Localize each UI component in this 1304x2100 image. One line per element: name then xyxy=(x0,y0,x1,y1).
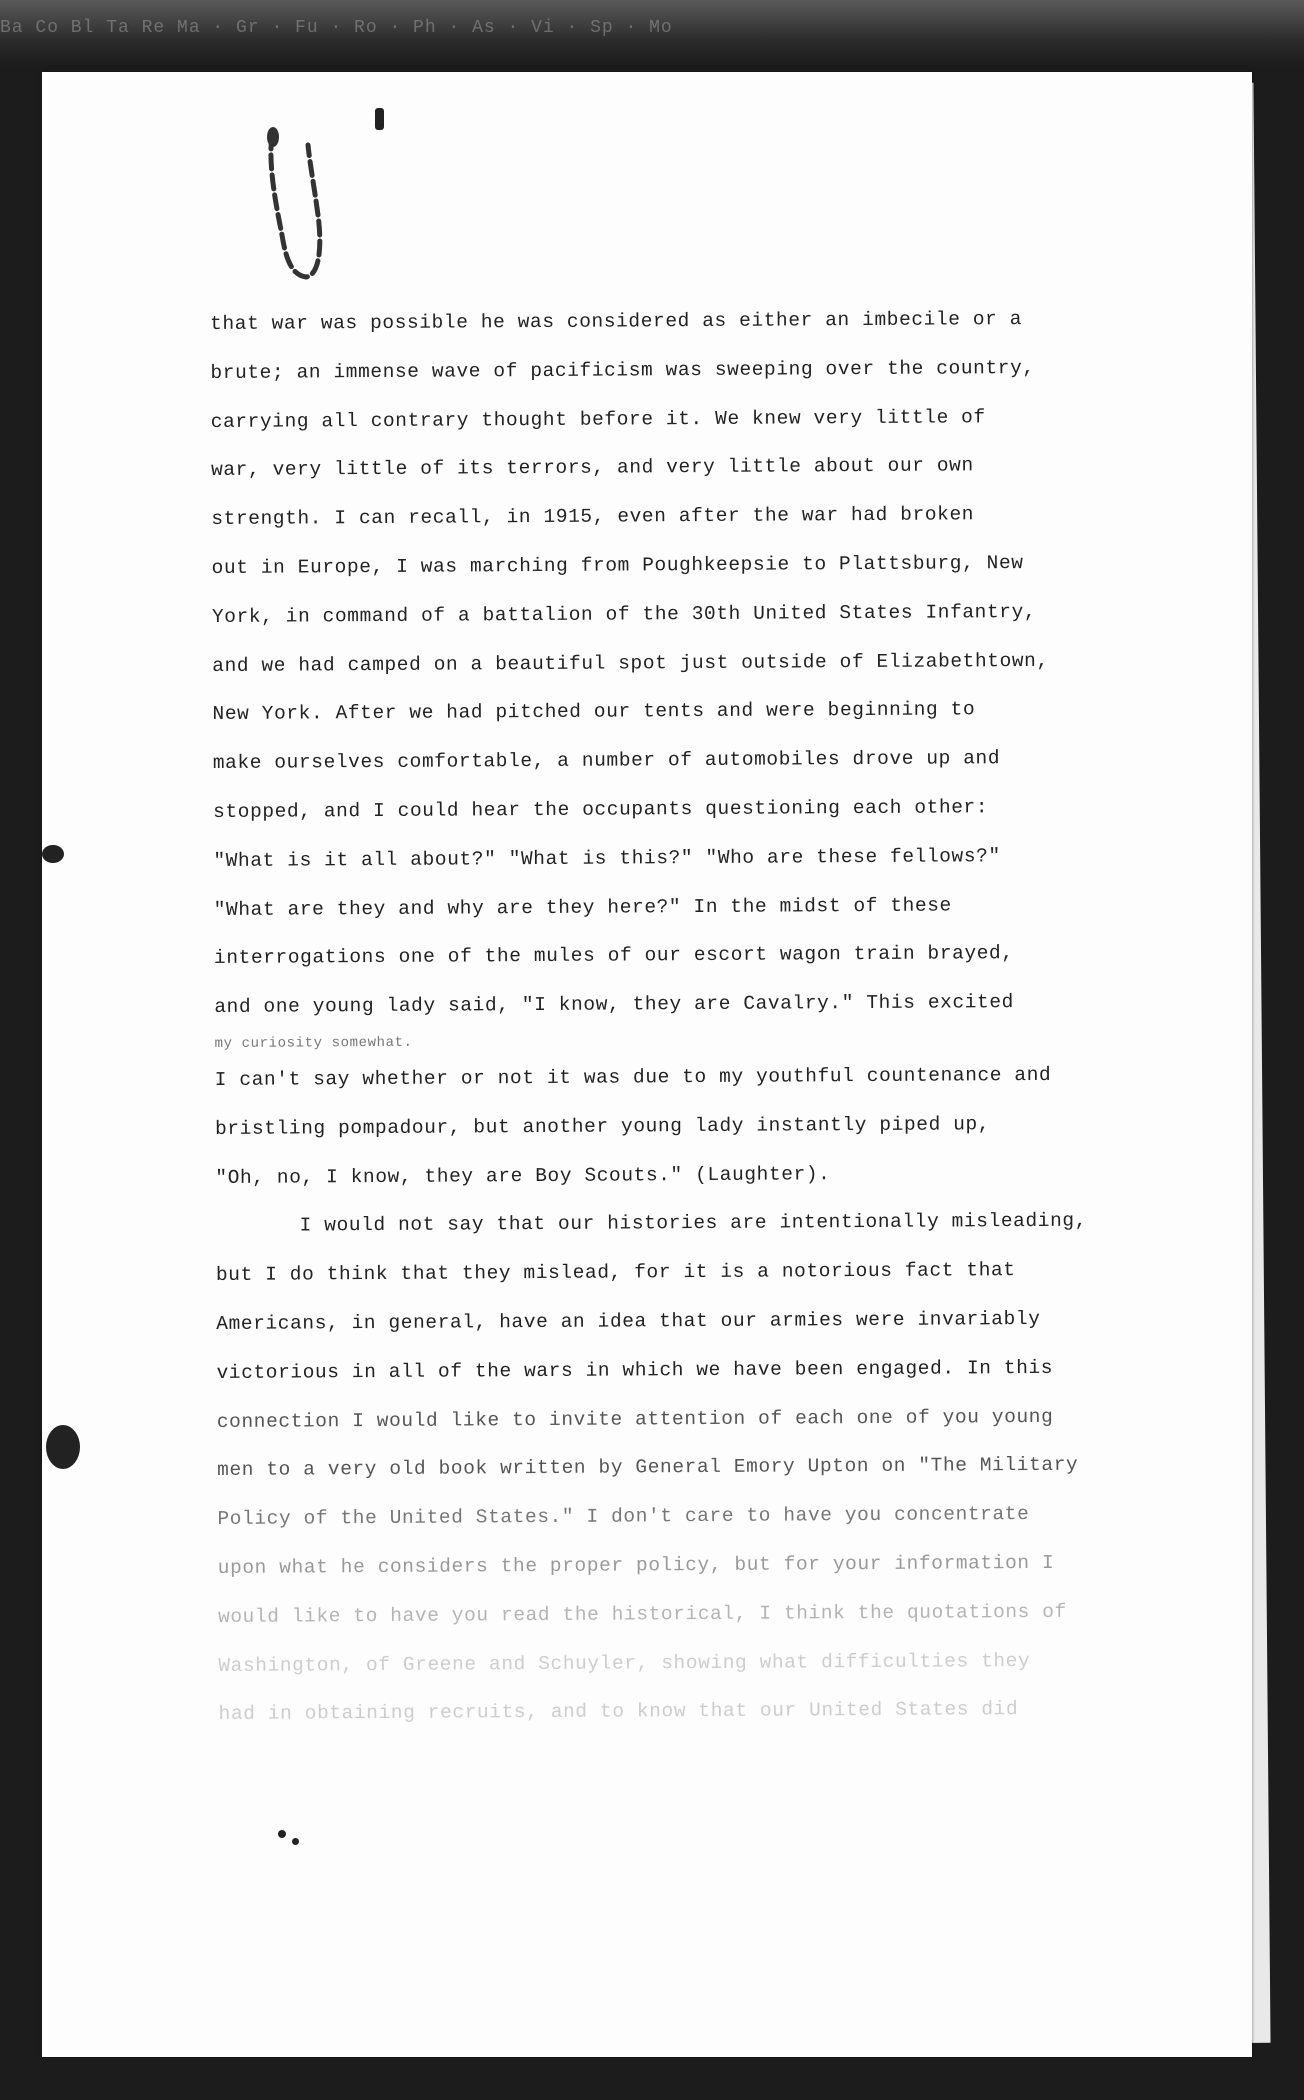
margin-bracket-mark xyxy=(262,125,342,295)
text-line: victorious in all of the wars in which we have been engaged. In this xyxy=(216,1356,1054,1384)
text-line: carrying all contrary thought before it. We knew very little of xyxy=(210,405,986,433)
text-line: Americans, in general, have an idea that our armies were invariably xyxy=(216,1307,1041,1335)
text-line: connection I would like to invite attention of each one of you young xyxy=(216,1405,1054,1433)
text-line: had in obtaining recruits, and to know that our United States did xyxy=(218,1698,1019,1726)
text-line: and one young lady said, "I know, they are Cavalry." This excited xyxy=(214,991,1014,1019)
text-line: that war was possible he was considered as either an imbecile or a xyxy=(210,308,1023,335)
text-line: "What is it all about?" "What is this?" "Who are these fellows?" xyxy=(213,844,1001,872)
text-line: war, very little of its terrors, and very little about our own xyxy=(210,454,974,482)
scan-header-text: Ba Co Bl Ta Re Ma · Gr · Fu · Ro · Ph · As · Vi · Sp · Mo xyxy=(0,18,673,38)
text-line: upon what he considers the proper policy, but for your information I xyxy=(217,1551,1055,1579)
text-line: bristling pompadour, but another young lady instantly piped up, xyxy=(214,1113,991,1140)
paragraph-first-line: I would not say that our histories are intentionally misleading, xyxy=(299,1210,1088,1237)
text-line: stopped, and I could hear the occupants questioning each other: xyxy=(213,796,989,823)
text-line: "Oh, no, I know, they are Boy Scouts." (Laughter). xyxy=(215,1162,831,1189)
punch-hole-shadow xyxy=(42,845,64,863)
scan-top-strip xyxy=(0,0,1304,70)
text-line: New York. After we had pitched our tents and were beginning to xyxy=(212,698,976,726)
text-line: "What are they and why are they here?" In the midst of these xyxy=(213,894,952,921)
ink-dot xyxy=(278,1830,286,1838)
squeezed-text-line: my curiosity somewhat. xyxy=(214,1034,413,1052)
ink-blot xyxy=(46,1425,80,1469)
text-line: men to a very old book written by General Emory Upton on "The Military xyxy=(217,1454,1079,1482)
typed-text xyxy=(210,294,1149,1739)
text-line: Washington, of Greene and Schuyler, showing what difficulties they xyxy=(218,1649,1031,1677)
text-line: brute; an immense wave of pacificism was sweeping over the country, xyxy=(210,356,1035,384)
text-line: I can't say whether or not it was due to my youthful countenance and xyxy=(214,1063,1052,1091)
text-line: would like to have you read the historical, I think the quotations of xyxy=(217,1600,1067,1628)
text-line: but I do think that they mislead, for it is a notorious fact that xyxy=(215,1259,1016,1287)
text-line: strength. I can recall, in 1915, even after the war had broken xyxy=(211,503,975,531)
text-line: Policy of the United States." I don't care to have you concentrate xyxy=(217,1503,1030,1531)
ink-dot xyxy=(292,1838,299,1845)
text-line: make ourselves comfortable, a number of automobiles drove up and xyxy=(212,747,1001,775)
text-line: out in Europe, I was marching from Poughkeepsie to Plattsburg, New xyxy=(211,552,1024,579)
text-line: interrogations one of the mules of our escort wagon train brayed, xyxy=(213,942,1014,970)
text-line: York, in command of a battalion of the 30th United States Infantry, xyxy=(211,600,1037,628)
ink-speck xyxy=(375,108,384,130)
text-line: and we had camped on a beautiful spot just outside of Elizabethtown, xyxy=(212,649,1049,677)
